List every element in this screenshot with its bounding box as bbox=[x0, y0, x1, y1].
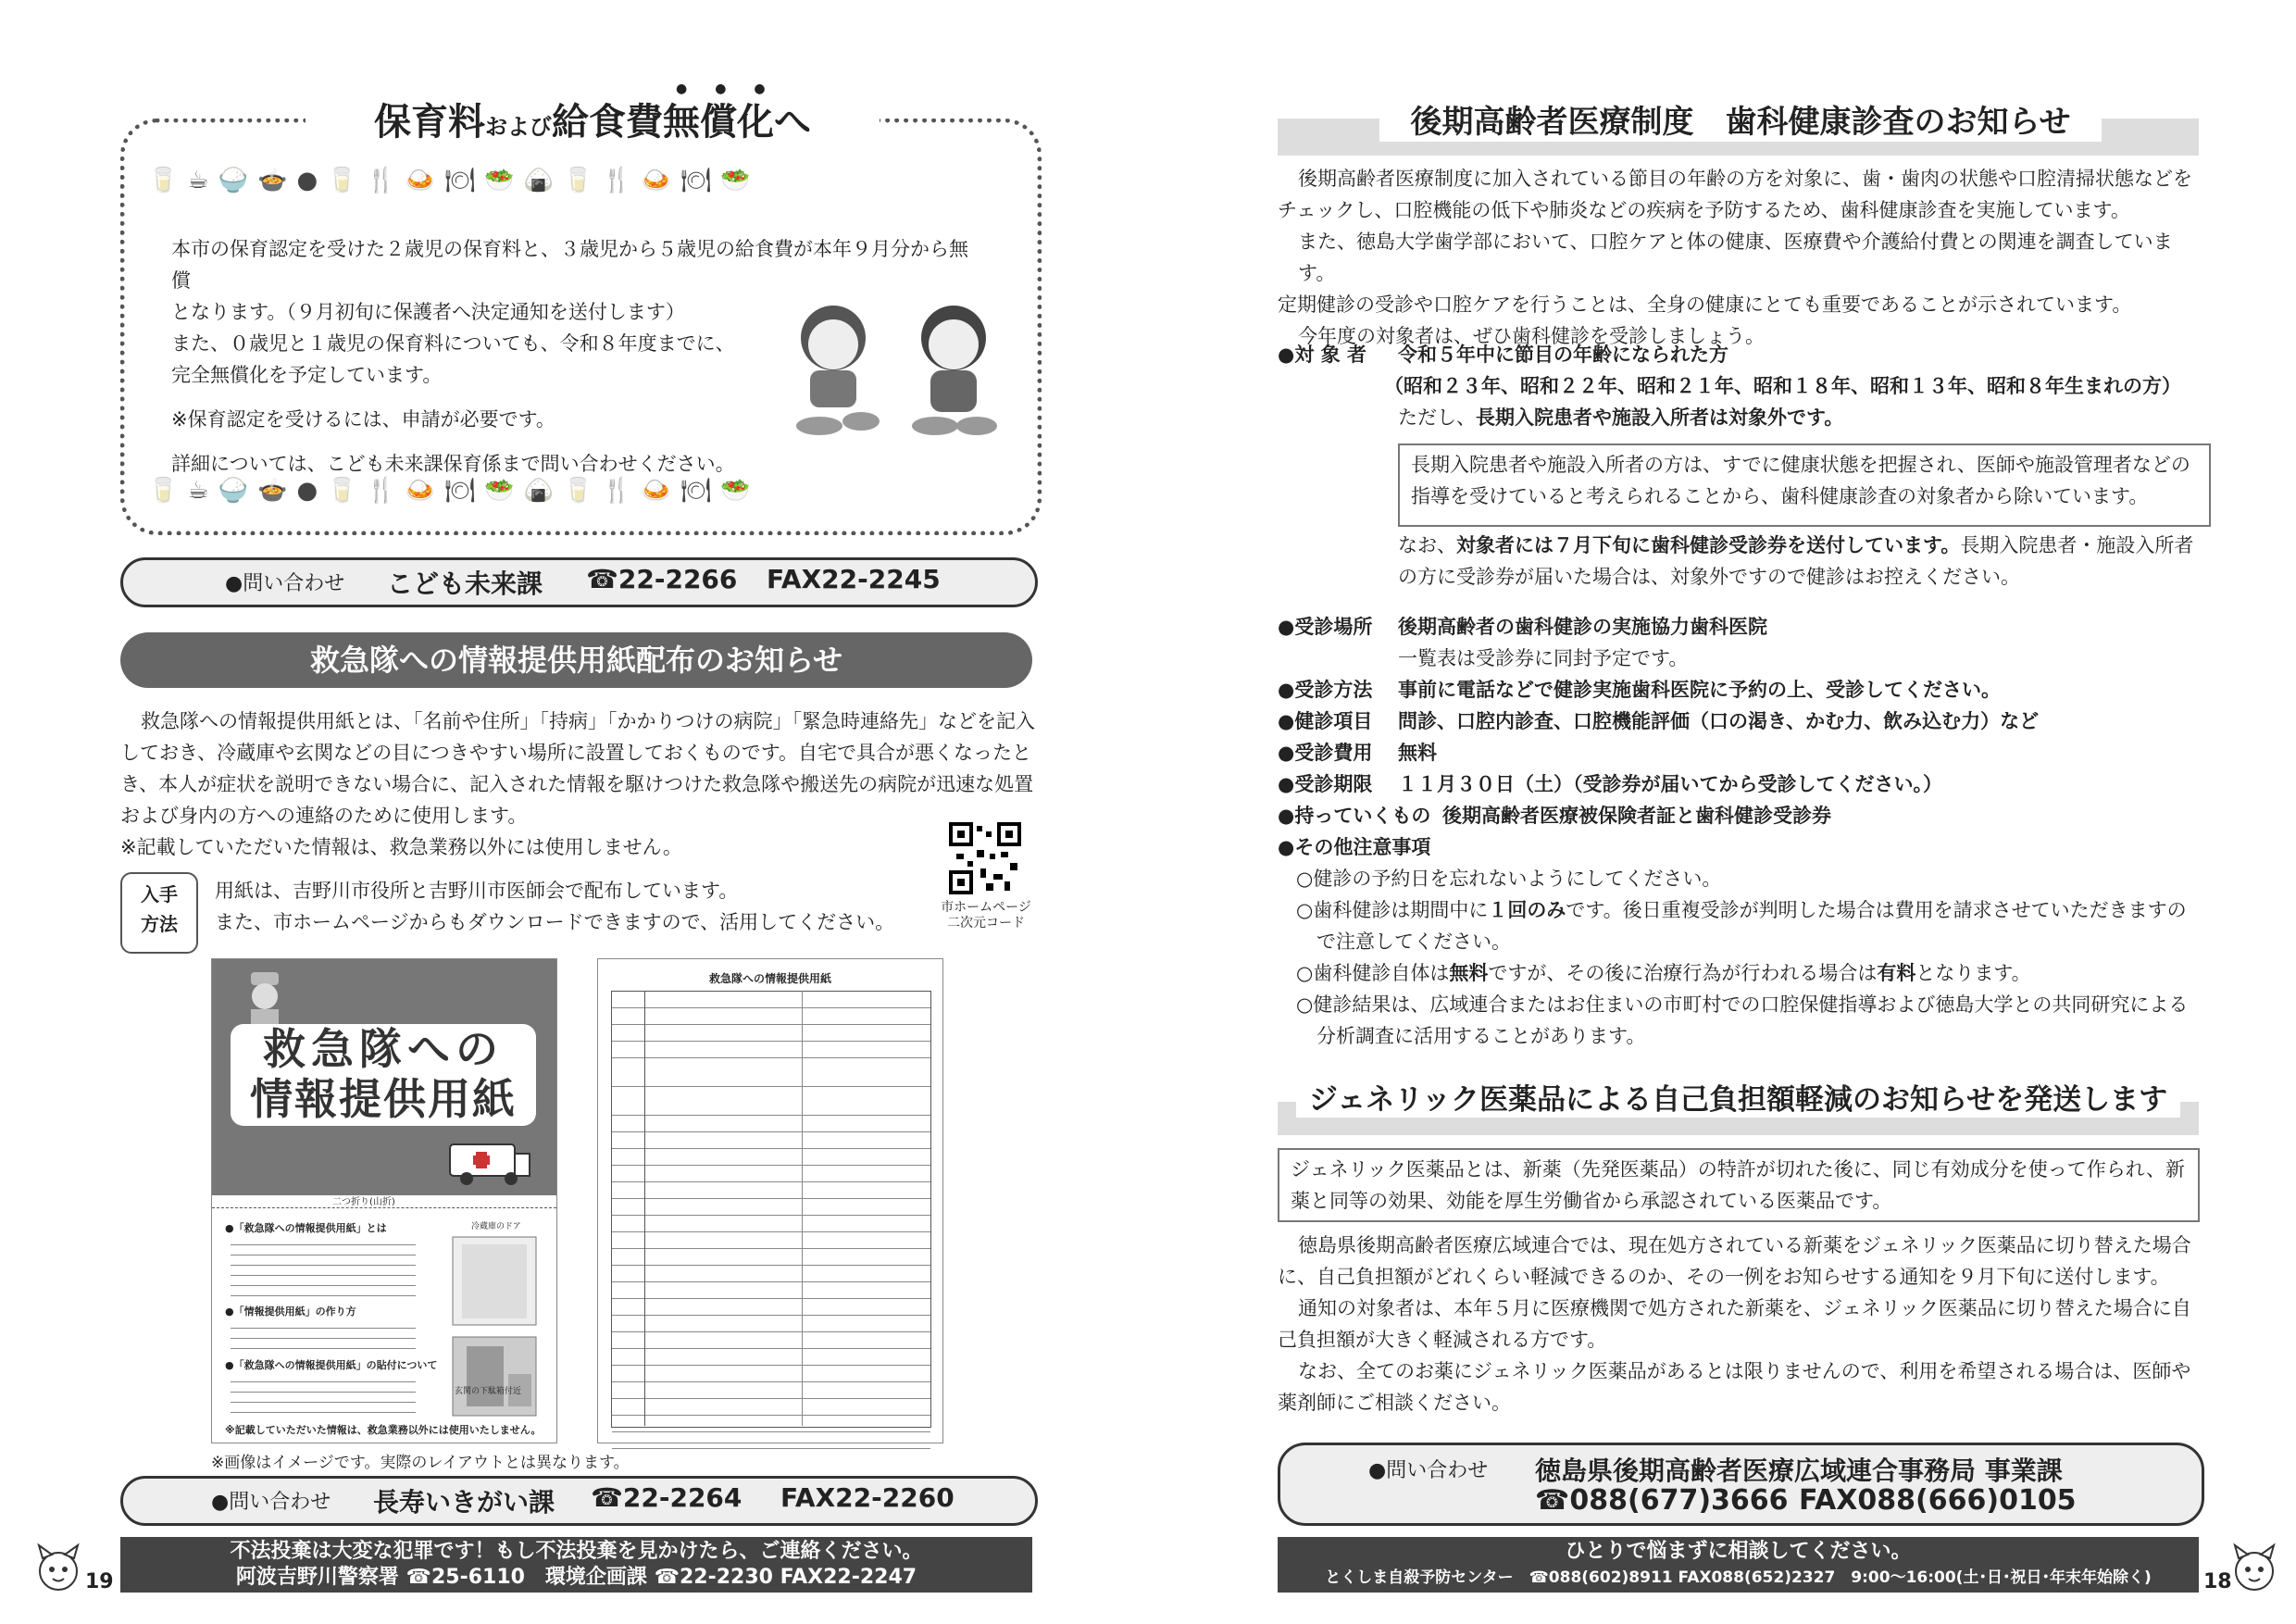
dot-icon: ● bbox=[296, 477, 318, 505]
title-main: 保育料 bbox=[374, 101, 485, 144]
plate-icon: 🥗 bbox=[484, 167, 515, 194]
milk-bottle-icon: 🥛 bbox=[148, 167, 179, 194]
qr-caption-1: 市ホームページ bbox=[941, 900, 1031, 915]
fork-icon: 🍴 bbox=[366, 167, 396, 194]
plate-icon: 🍽 bbox=[680, 167, 712, 194]
poster-line-1: 救急隊への bbox=[263, 1024, 504, 1074]
right-page bbox=[1148, 0, 2296, 1624]
other-2c: です。後日重複受診が判明した場合は費用を請求させていただきますの bbox=[1566, 899, 2187, 921]
contact1-tel: ☎22-2266 bbox=[586, 564, 738, 594]
plate-icon: 🥗 bbox=[720, 167, 751, 194]
method-value: 事前に電話などで健診実施歯科医院に予約の上、受診してください。 bbox=[1398, 679, 2001, 701]
bring-label: ●持っていくもの bbox=[1278, 805, 1431, 827]
voucher-notice bbox=[1398, 530, 2213, 593]
poster-heading-2: ●「情報提供用紙」の作り方 bbox=[225, 1305, 356, 1318]
other-2b: １回のみ bbox=[1488, 899, 1566, 921]
exclusion-box bbox=[1398, 443, 2211, 527]
generic-def-2: 薬と同等の効果、効能を厚生労働省から承認されている医薬品です。 bbox=[1291, 1190, 1892, 1212]
intro-para-1: 後期高齢者医療制度に加入されている節目の年齢の方を対象に、歯・歯肉の状態や口腔清掃状態などを bbox=[1298, 168, 2192, 190]
fork-icon: 🍴 bbox=[602, 477, 632, 505]
obtain-label-1: 入手 bbox=[141, 883, 178, 906]
door-label: 玄関の下駄箱付近 bbox=[455, 1387, 522, 1396]
cost-label: ●受診費用 bbox=[1278, 742, 1373, 764]
section2-banner: 救急隊への情報提供用紙配布のお知らせ bbox=[120, 632, 1032, 688]
deadline-value: １１月３０日（土）（受診券が届いてから受診してください。） bbox=[1398, 773, 1942, 795]
plate-icon: 🥗 bbox=[484, 477, 515, 505]
section2-text bbox=[120, 706, 1037, 863]
intro-para-4: 定期健診の受診や口腔ケアを行うことは、全身の健康にとても重要であることが示されています。 bbox=[1278, 294, 2132, 316]
footer-left-line-1: 不法投棄は大変な犯罪です！もし不法投棄を見かけたら、ご連絡ください。 bbox=[230, 1540, 923, 1563]
place-value: 後期高齢者の歯科健診の実施協力歯科医院 bbox=[1398, 616, 1767, 638]
milk-bottle-icon: 🥛 bbox=[327, 477, 357, 505]
cost-value: 無料 bbox=[1398, 742, 1437, 764]
poster-image bbox=[211, 958, 557, 1443]
fork-icon: 🍴 bbox=[366, 477, 396, 505]
exclusion-line-1: 長期入院患者や施設入所者の方は、すでに健康状態を把握され、医師や施設管理者などの bbox=[1411, 454, 2190, 476]
deadline-label: ●受診期限 bbox=[1278, 773, 1373, 795]
poster-title-box bbox=[231, 1024, 536, 1126]
intro-para-2: チェックし、口腔機能の低下や肺炎などの疾病を予防するため、歯科健康診査を実施しています。 bbox=[1278, 199, 2130, 221]
s2-para-2: しておき、冷蔵庫や玄関などの目につきやすい場所に設置しておくものです。自宅で具合が悪くなったと bbox=[120, 742, 1032, 764]
plate-icon: 🍽 bbox=[680, 477, 712, 505]
target-label: ●対 象 者 bbox=[1278, 344, 1366, 366]
other-3d: 有料 bbox=[1877, 962, 1916, 984]
notice-part-c: 長期入院患者・施設入所者 bbox=[1960, 534, 2194, 556]
qr-code[interactable] bbox=[949, 822, 1021, 894]
contact-bar-1 bbox=[120, 557, 1038, 607]
qr-caption-2: 二次元コード bbox=[947, 916, 1025, 931]
generic-para-6: 薬剤師にご相談ください。 bbox=[1278, 1392, 1511, 1414]
obtain-para-2: また、市ホームページからもダウンロードできますので、活用してください。 bbox=[215, 911, 895, 933]
other-2d: で注意してください。 bbox=[1316, 931, 1511, 953]
milk-bottle-icon: 🥛 bbox=[563, 477, 593, 505]
milk-bottle-icon: 🥛 bbox=[563, 167, 593, 194]
target-line-2: （昭和２３年、昭和２２年、昭和２１年、昭和１８年、昭和１３年、昭和８年生まれの方） bbox=[1384, 375, 2181, 397]
title-mid: および bbox=[485, 114, 552, 140]
exclusion-line-2: 指導を受けていると考えられることから、歯科健康診査の対象者から除いています。 bbox=[1411, 485, 2149, 507]
rice-bowl-icon: 🍚 bbox=[218, 477, 249, 505]
image-note: ※画像はイメージです。実際のレイアウトとは異なります。 bbox=[211, 1454, 630, 1472]
intro-para-3: また、徳島大学歯学部において、口腔ケアと体の健康、医療費や介護給付費との関連を調査しています。 bbox=[1298, 231, 2173, 284]
place-label: ●受診場所 bbox=[1278, 616, 1373, 638]
contact2-fax: FAX22-2260 bbox=[780, 1482, 955, 1513]
generic-text bbox=[1278, 1230, 2203, 1418]
obtain-method-badge bbox=[120, 872, 198, 954]
generic-para-1: 徳島県後期高齢者医療広域連合では、現在処方されている新薬をジェネリック医薬品に切り替えた場合 bbox=[1298, 1234, 2191, 1256]
s2-para-1: 救急隊への情報提供用紙とは、「名前や住所」「持病」「かかりつけの病院」「緊急時連絡先」などを記入 bbox=[141, 710, 1035, 732]
form-image bbox=[597, 958, 943, 1443]
contact-right-dept: 徳島県後期高齢者医療広域連合事務局 事業課 bbox=[1535, 1455, 2063, 1486]
items-value: 問診、口腔内診査、口腔機能評価（口の渇き、かむ力、飲み込む力）など bbox=[1398, 710, 2040, 732]
nursery-detail: 詳細については、こども未来課保育係まで問い合わせください。 bbox=[171, 453, 735, 475]
poster-line-2: 情報提供用紙 bbox=[250, 1074, 517, 1124]
contact-right-fax: FAX088(666)0105 bbox=[1799, 1484, 2077, 1517]
milk-bottle-icon: 🥛 bbox=[327, 167, 357, 194]
notice-part-a: なお、 bbox=[1398, 534, 1456, 556]
page-number-right: 18 bbox=[2203, 1570, 2232, 1593]
contact2-tel: ☎22-2264 bbox=[591, 1482, 742, 1513]
soup-bowl-icon: 🍲 bbox=[257, 477, 288, 505]
generic-definition-box bbox=[1278, 1148, 2200, 1222]
mascot-icon bbox=[35, 1542, 81, 1593]
nursery-para-4: 完全無償化を予定しています。 bbox=[171, 364, 443, 386]
items-label: ●健診項目 bbox=[1278, 710, 1373, 732]
contact-right-tel: ☎088(677)3666 bbox=[1535, 1484, 1789, 1517]
bring-value: 後期高齢者医療被保険者証と歯科健診受診券 bbox=[1442, 805, 1831, 827]
s2-note: ※記載していただいた情報は、救急業務以外には使用しません。 bbox=[120, 836, 682, 858]
dental-intro bbox=[1278, 163, 2203, 352]
plate-icon: 🍛 bbox=[405, 167, 436, 194]
cup-icon: ☕ bbox=[187, 477, 209, 505]
poster-text-2 bbox=[231, 1318, 416, 1349]
cup-icon: ☕ bbox=[187, 167, 209, 194]
nursery-para-1: 本市の保育認定を受けた２歳児の保育料と、３歳児から５歳児の給食費が本年９月分から無償 bbox=[171, 238, 968, 292]
fridge-label: 冷蔵庫のドア bbox=[471, 1222, 521, 1231]
contact-right-label: ●問い合わせ bbox=[1368, 1459, 1489, 1482]
other-3b: 無料 bbox=[1449, 962, 1489, 984]
obtain-text bbox=[215, 875, 937, 938]
nursery-para-2: となります。（９月初旬に保護者へ決定通知を送付します） bbox=[171, 301, 685, 323]
target-section bbox=[1278, 339, 2203, 433]
footer-right-line-1: ひとりで悩まずに相談してください。 bbox=[1565, 1540, 1912, 1563]
contact1-fax: FAX22-2245 bbox=[767, 564, 941, 594]
milk-bottle-icon: 🥛 bbox=[148, 477, 179, 505]
footer-left-line-2: 阿波吉野川警察署 ☎25-6110 環境企画課 ☎22-2230 FAX22-2247 bbox=[235, 1566, 917, 1589]
other-3a: ○歯科健診自体は bbox=[1296, 962, 1450, 984]
method-label: ●受診方法 bbox=[1278, 679, 1373, 701]
poster-heading-3: ●「救急隊への情報提供用紙」の貼付について bbox=[225, 1359, 438, 1371]
obtain-para-1: 用紙は、吉野川市役所と吉野川市医師会で配布しています。 bbox=[215, 880, 739, 902]
qr-caption bbox=[930, 900, 1042, 931]
children-illustration bbox=[773, 296, 1014, 444]
plate-icon: 🥗 bbox=[720, 477, 751, 505]
rice-bowl-icon: 🍚 bbox=[218, 167, 249, 194]
s2-para-3: き、本人が症状を説明できない場合に、記入された情報を駆けつけた救急隊や搬送先の病院が迅速な処置 bbox=[120, 773, 1034, 795]
poster-fold-label: 二つ折り(山折) bbox=[332, 1197, 395, 1207]
nursery-title bbox=[306, 93, 880, 148]
plate-icon: 🍛 bbox=[641, 477, 672, 505]
footer-bar-right bbox=[1278, 1537, 2199, 1593]
intro-para-5: 今年度の対象者は、ぜひ歯科健診を受診しましょう。 bbox=[1298, 325, 1765, 347]
footer-right-tel: ☎088(602)8911 FAX088(652)2327 9:00～16:00(土･日･祝日･年末年始除く) bbox=[1529, 1568, 2152, 1587]
form-title: 救急隊への情報提供用紙 bbox=[708, 972, 831, 985]
notice-line-2: の方に受診券が届いた場合は、対象外ですので健診はお控えください。 bbox=[1398, 566, 2020, 588]
poster-text-3 bbox=[231, 1372, 416, 1413]
generic-para-2: に、自己負担額がどれくらい軽減できるのか、その一例をお知らせする通知を９月下旬に送付します。 bbox=[1278, 1266, 2170, 1288]
other-4a: ○健診結果は、広域連合またはお住まいの市町村での口腔保健指導および徳島大学との共同研究による bbox=[1296, 993, 2189, 1016]
food-icons-top bbox=[148, 167, 1000, 194]
generic-para-4: 己負担額が大きく軽減される方です。 bbox=[1278, 1329, 1607, 1351]
poster-note: ※記載していただいた情報は、救急業務以外には使用いたしません。 bbox=[225, 1424, 542, 1436]
generic-title: ジェネリック医薬品による自己負担額軽減のお知らせを発送します bbox=[1296, 1076, 2180, 1118]
plate-icon: 🍽 bbox=[444, 477, 476, 505]
notice-part-b: 対象者には７月下旬に歯科健診受診券を送付しています。 bbox=[1456, 534, 1961, 556]
dental-title: 後期高齢者医療制度 歯科健康診査のお知らせ bbox=[1379, 96, 2102, 142]
target-line-3b: 長期入院患者や施設入所者は対象外です。 bbox=[1476, 406, 1844, 429]
other-label: ●その他注意事項 bbox=[1278, 836, 1431, 858]
contact1-label: ●問い合わせ bbox=[225, 572, 345, 595]
footer-right-org: とくしま自殺予防センター bbox=[1325, 1568, 1514, 1587]
contact-box-right bbox=[1278, 1443, 2204, 1526]
other-3e: となります。 bbox=[1915, 962, 2031, 984]
fork-icon: 🍴 bbox=[602, 167, 632, 194]
food-icons-bottom bbox=[148, 477, 1000, 505]
other-3c: ですが、その後に治療行為が行われる場合は bbox=[1488, 962, 1878, 984]
plate-icon: 🍛 bbox=[641, 167, 672, 194]
form-grid bbox=[611, 991, 931, 1428]
poster-heading-1: ●「救急隊への情報提供用紙」とは bbox=[225, 1222, 387, 1234]
contact2-dept: 長寿いきがい課 bbox=[373, 1487, 555, 1518]
emphasis-dots: ●●● bbox=[676, 81, 793, 96]
dot-icon: ● bbox=[296, 167, 318, 194]
other-1: ○健診の予約日を忘れないようにしてください。 bbox=[1296, 868, 1722, 890]
poster-text-1 bbox=[231, 1235, 416, 1296]
plate-icon: 🍛 bbox=[405, 477, 436, 505]
place-sub: 一覧表は受診券に同封予定です。 bbox=[1398, 647, 1689, 669]
plate-icon: 🍽 bbox=[444, 167, 476, 194]
soup-bowl-icon: 🍲 bbox=[257, 167, 288, 194]
ambulance-icon bbox=[448, 1137, 531, 1188]
contact2-label: ●問い合わせ bbox=[211, 1491, 331, 1514]
page-number-left: 19 bbox=[85, 1570, 114, 1593]
generic-para-5: なお、全てのお薬にジェネリック医薬品があるとは限りませんので、利用を希望される場合は、医師や bbox=[1298, 1360, 2191, 1382]
other-4b: 分析調査に活用することがあります。 bbox=[1316, 1025, 1646, 1047]
rice-ball-icon: 🍙 bbox=[523, 477, 555, 505]
contact-bar-2 bbox=[120, 1476, 1038, 1526]
title-end: 給食費無償化へ bbox=[552, 101, 811, 144]
generic-para-3: 通知の対象者は、本年５月に医療機関で処方された新薬を、ジェネリック医薬品に切り替えた場合に自 bbox=[1298, 1297, 2191, 1319]
target-line-1: 令和５年中に節目の年齢になられた方 bbox=[1398, 344, 1728, 366]
footer-bar-left bbox=[120, 1537, 1032, 1593]
rice-ball-icon: 🍙 bbox=[523, 167, 555, 194]
nursery-note: ※保育認定を受けるには、申請が必要です。 bbox=[171, 408, 555, 431]
obtain-label-2: 方法 bbox=[141, 913, 178, 935]
nursery-para-3: また、０歳児と１歳児の保育料についても、令和８年度までに、 bbox=[171, 332, 735, 355]
exam-details bbox=[1278, 611, 2203, 1052]
s2-para-4: および身内の方への連絡のために使用します。 bbox=[120, 805, 528, 827]
mascot-icon bbox=[2231, 1542, 2277, 1593]
contact1-dept: こども未来課 bbox=[387, 568, 543, 599]
target-line-3a: ただし、 bbox=[1398, 406, 1476, 429]
generic-def-1: ジェネリック医薬品とは、新薬（先発医薬品）の特許が切れた後に、同じ有効成分を使って作られ、新 bbox=[1291, 1158, 2185, 1181]
other-2a: ○歯科健診は期間中に bbox=[1296, 899, 1489, 921]
